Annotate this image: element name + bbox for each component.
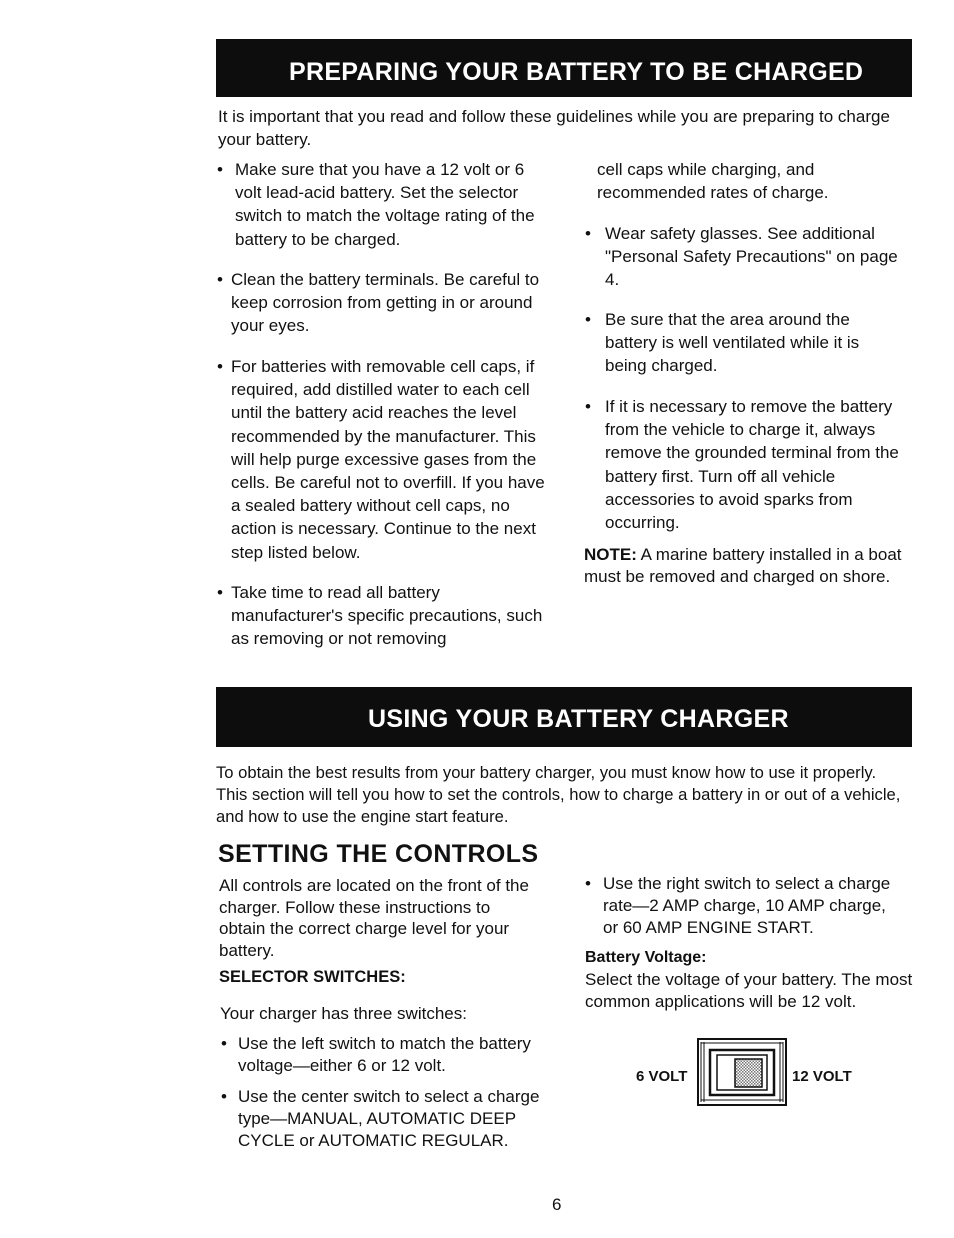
- bullet-icon: •: [585, 874, 591, 893]
- bullet-icon: •: [221, 1087, 227, 1106]
- bullet-icon: •: [221, 1034, 227, 1053]
- list-item: • Wear safety glasses. See additional "Personal Safety Precautions" on page 4.: [585, 224, 898, 290]
- bullet-icon: •: [217, 270, 223, 289]
- battery-voltage-text: Select the voltage of your battery. The most common applications will be 12 volt.: [585, 970, 913, 1011]
- subheading-setting-controls: SETTING THE CONTROLS: [218, 840, 539, 868]
- list-item: • Clean the battery terminals. Be careful to keep corrosion from getting in or around your eyes.: [217, 270, 540, 336]
- bullet-icon: •: [217, 357, 223, 376]
- list-item: • If it is necessary to remove the battery from the vehicle to charge it, always remove the grounded terminal from the battery first. Turn off all vehicle accessories to avoid sparks from occurring.: [585, 397, 899, 533]
- note-label: NOTE:: [584, 545, 637, 564]
- voltage-switch-illustration: [697, 1038, 787, 1106]
- controls-intro: All controls are located on the front of the charger. Follow these instructions to obtain the correct charge level for your battery.: [219, 876, 529, 960]
- page-number: 6: [552, 1195, 562, 1214]
- bullet-icon: •: [585, 397, 591, 416]
- selector-switches-heading: SELECTOR SWITCHES:: [219, 968, 406, 986]
- note-paragraph: [584, 544, 906, 588]
- switch-right-label: 12 VOLT: [792, 1068, 852, 1085]
- bullet-icon: •: [585, 310, 591, 329]
- section-banner-using: [216, 687, 912, 747]
- bullet-icon: •: [217, 160, 223, 179]
- battery-voltage-heading: Battery Voltage:: [585, 949, 707, 966]
- selector-switches-text: Your charger has three switches:: [220, 1004, 467, 1023]
- bullet-icon: •: [585, 224, 591, 243]
- list-item: • For batteries with removable cell caps, if required, add distilled water to each cell until the battery acid reaches the level recommended by the manufacturer. This will help purge excessive gases from the cells. Be careful not to overfill. If you have a sealed battery without cell caps, no action is necessary. Continue to the next step listed below.: [217, 357, 545, 562]
- bullet-icon: •: [217, 583, 223, 602]
- section-title: USING YOUR BATTERY CHARGER: [368, 705, 789, 733]
- list-item: • Take time to read all battery manufacturer's specific precautions, such as removing or not removing: [217, 583, 543, 649]
- section-banner-preparing: [216, 39, 912, 97]
- section-title: PREPARING YOUR BATTERY TO BE CHARGED: [289, 58, 864, 86]
- intro-paragraph: It is important that you read and follow these guidelines while you are preparing to charge your battery.: [218, 107, 890, 149]
- list-item: • Use the right switch to select a charge rate—2 AMP charge, 10 AMP charge, or 60 AMP ENGINE START.: [585, 874, 891, 937]
- list-item: • Use the left switch to match the battery voltage—either 6 or 12 volt.: [221, 1034, 531, 1075]
- list-item: • Use the center switch to select a charge type—MANUAL, AUTOMATIC DEEP CYCLE or AUTOMATIC REGULAR.: [221, 1087, 540, 1150]
- continued-text: cell caps while charging, and recommended rates of charge.: [597, 160, 829, 203]
- note-text: A marine battery installed in a boat must be removed and charged on shore.: [584, 545, 902, 586]
- list-item: • Be sure that the area around the battery is well ventilated while it is being charged.: [585, 310, 860, 376]
- list-item: • Make sure that you have a 12 volt or 6 volt lead-acid battery. Set the selector switch to match the voltage rating of the battery to be charged.: [217, 160, 535, 249]
- section2-intro: To obtain the best results from your battery charger, you must know how to use it properly. This section will tell you how to set the controls, how to charge a battery in or out of a vehicle, and how to use the engine start feature.: [216, 763, 901, 826]
- switch-left-label: 6 VOLT: [636, 1068, 688, 1085]
